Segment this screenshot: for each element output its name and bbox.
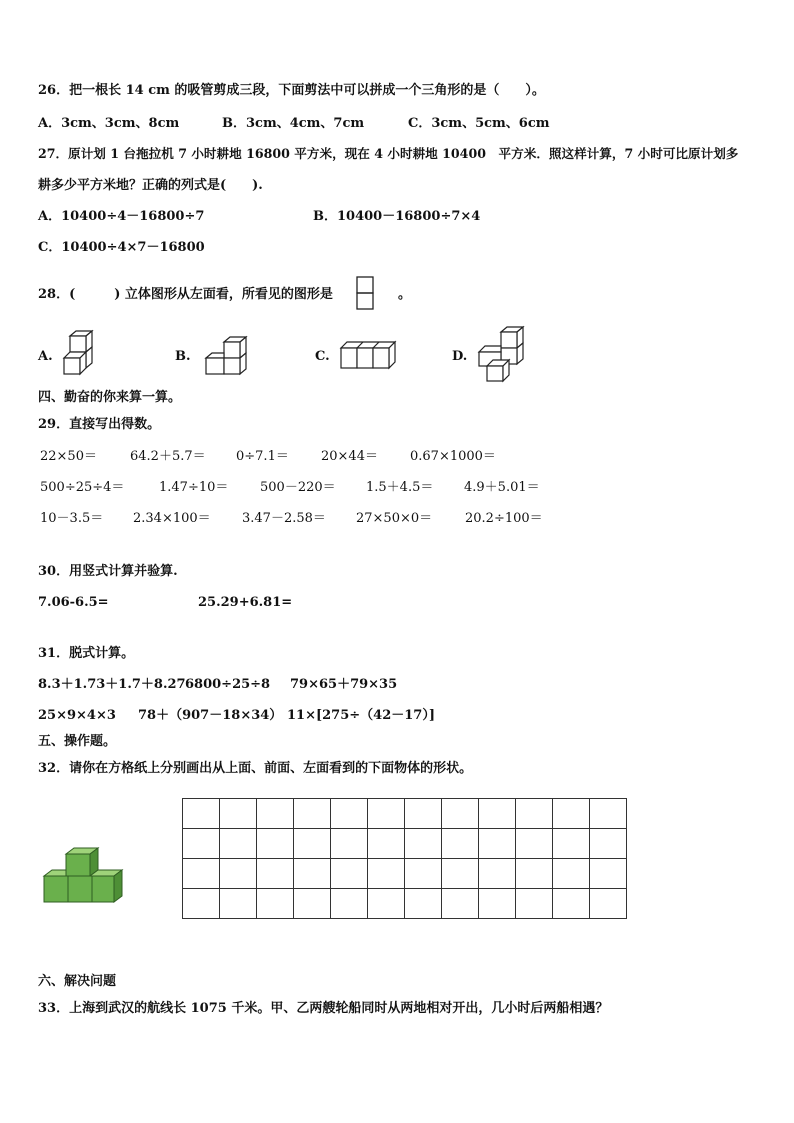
grid-cell[interactable] <box>516 889 553 919</box>
q31-stem: 31．脱式计算。 <box>38 646 135 661</box>
green-cubes-figure-icon <box>42 846 126 906</box>
q30-item-2: 25.29+6.81= <box>198 595 293 610</box>
q28-option-a-cubes-icon[interactable] <box>62 330 98 380</box>
grid-cell[interactable] <box>183 889 220 919</box>
q29-r2-c2: 1.47÷10＝ <box>159 480 229 495</box>
q31-expr-1: 8.3＋1.73＋1.7＋8.27 <box>38 677 186 692</box>
grid-cell[interactable] <box>294 799 331 829</box>
q27-option-c[interactable]: C．10400÷4×7－16800 <box>38 240 205 255</box>
q29-r3-c4: 27×50×0＝ <box>356 511 433 526</box>
q29-r3-c2: 2.34×100＝ <box>133 511 211 526</box>
q29-stem: 29．直接写出得数。 <box>38 417 161 432</box>
grid-row <box>183 829 627 859</box>
section4-title: 四、勤奋的你来算一算。 <box>38 390 182 405</box>
grid-cell[interactable] <box>331 889 368 919</box>
grid-cell[interactable] <box>220 829 257 859</box>
q31-expr-5: 78＋（907－18×34） <box>138 708 283 723</box>
grid-cell[interactable] <box>479 859 516 889</box>
q27-option-a[interactable]: A．10400÷4－16800÷7 <box>38 209 205 224</box>
q31-expr-2: 6800÷25÷8 <box>185 677 271 692</box>
q27-stem-line2: 耕多少平方米地？正确的列式是( ). <box>38 178 263 193</box>
grid-cell[interactable] <box>294 889 331 919</box>
grid-cell[interactable] <box>590 829 627 859</box>
q30-item-1: 7.06-6.5= <box>38 595 109 610</box>
grid-cell[interactable] <box>294 859 331 889</box>
q27-stem-line1: 27．原计划 1 台拖拉机 7 小时耕地 16800 平方米，现在 4 小时耕地 10400 平方米．照这样计算，7 小时可比原计划多 <box>38 146 739 161</box>
q26-option-c[interactable]: C．3cm、5cm、6cm <box>408 116 550 131</box>
grid-cell[interactable] <box>183 799 220 829</box>
grid-row <box>183 889 627 919</box>
grid-cell[interactable] <box>405 889 442 919</box>
q28-stem-end: 。 <box>398 287 412 302</box>
q29-r2-c4: 1.5＋4.5＝ <box>366 480 434 495</box>
grid-cell[interactable] <box>590 799 627 829</box>
grid-cell[interactable] <box>257 799 294 829</box>
grid-cell[interactable] <box>553 859 590 889</box>
grid-cell[interactable] <box>331 799 368 829</box>
grid-cell[interactable] <box>442 859 479 889</box>
grid-cell[interactable] <box>590 889 627 919</box>
grid-cell[interactable] <box>257 829 294 859</box>
grid-row <box>183 799 627 829</box>
grid-cell[interactable] <box>405 799 442 829</box>
q28-option-b-label[interactable]: B. <box>175 349 191 364</box>
q32-stem: 32．请你在方格纸上分别画出从上面、前面、左面看到的下面物体的形状。 <box>38 761 473 776</box>
grid-cell[interactable] <box>368 889 405 919</box>
section5-title: 五、操作题。 <box>38 734 117 749</box>
q28-option-d-cubes-icon[interactable] <box>475 326 527 384</box>
q29-r1-c5: 0.67×1000＝ <box>410 449 496 464</box>
q26-stem: 26．把一根长 14 cm 的吸管剪成三段，下面剪法中可以拼成一个三角形的是（ ）。 <box>38 83 545 98</box>
q29-r2-c3: 500－220＝ <box>260 480 336 495</box>
q29-r1-c2: 64.2＋5.7＝ <box>130 449 206 464</box>
grid-cell[interactable] <box>516 859 553 889</box>
grid-cell[interactable] <box>479 889 516 919</box>
q31-expr-4: 25×9×4×3 <box>38 708 116 723</box>
q26-option-a[interactable]: A．3cm、3cm、8cm <box>38 116 180 131</box>
grid-cell[interactable] <box>183 859 220 889</box>
q29-r2-c1: 500÷25÷4＝ <box>40 480 125 495</box>
q31-expr-6: 11×[275÷（42－17）] <box>287 708 435 723</box>
grid-cell[interactable] <box>368 859 405 889</box>
q29-r3-c1: 10－3.5＝ <box>40 511 104 526</box>
grid-cell[interactable] <box>183 829 220 859</box>
q29-r3-c3: 3.47－2.58＝ <box>242 511 326 526</box>
q30-stem: 30．用竖式计算并验算. <box>38 564 178 579</box>
grid-cell[interactable] <box>590 859 627 889</box>
grid-cell[interactable] <box>405 859 442 889</box>
grid-cell[interactable] <box>553 799 590 829</box>
grid-cell[interactable] <box>220 859 257 889</box>
grid-row <box>183 859 627 889</box>
grid-cell[interactable] <box>220 889 257 919</box>
q29-r1-c4: 20×44＝ <box>321 449 378 464</box>
q29-r2-c5: 4.9＋5.01＝ <box>464 480 540 495</box>
grid-cell[interactable] <box>405 829 442 859</box>
q28-option-d-label[interactable]: D. <box>452 349 468 364</box>
grid-cell[interactable] <box>516 829 553 859</box>
grid-cell[interactable] <box>368 799 405 829</box>
q28-option-b-cubes-icon[interactable] <box>202 336 248 380</box>
q29-r1-c1: 22×50＝ <box>40 449 97 464</box>
grid-cell[interactable] <box>331 829 368 859</box>
grid-cell[interactable] <box>479 799 516 829</box>
q26-option-b[interactable]: B．3cm、4cm、7cm <box>222 116 365 131</box>
q28-stem: 28．( ) 立体图形从左面看，所看见的图形是 <box>38 287 333 302</box>
grid-cell[interactable] <box>368 829 405 859</box>
grid-cell[interactable] <box>331 859 368 889</box>
section6-title: 六、解决问题 <box>38 974 117 989</box>
q28-option-c-label[interactable]: C. <box>315 349 330 364</box>
grid-cell[interactable] <box>220 799 257 829</box>
q29-r1-c3: 0÷7.1＝ <box>236 449 289 464</box>
grid-cell[interactable] <box>442 889 479 919</box>
q33-stem: 33．上海到武汉的航线长 1075 千米。甲、乙两艘轮船同时从两地相对开出，几小时后两船相遇？ <box>38 1001 609 1016</box>
grid-cell[interactable] <box>553 889 590 919</box>
grid-paper[interactable] <box>182 798 627 919</box>
grid-cell[interactable] <box>479 829 516 859</box>
grid-cell[interactable] <box>553 829 590 859</box>
grid-cell[interactable] <box>257 859 294 889</box>
grid-cell[interactable] <box>442 799 479 829</box>
q29-r3-c5: 20.2÷100＝ <box>465 511 543 526</box>
grid-cell[interactable] <box>516 799 553 829</box>
grid-cell[interactable] <box>294 829 331 859</box>
q27-option-b[interactable]: B．10400－16800÷7×4 <box>313 209 481 224</box>
grid-cell[interactable] <box>257 889 294 919</box>
q31-expr-3: 79×65＋79×35 <box>290 677 398 692</box>
left-view-shape-icon <box>356 276 376 312</box>
grid-cell[interactable] <box>442 829 479 859</box>
q28-option-a-label[interactable]: A. <box>38 349 53 364</box>
q28-option-c-cubes-icon[interactable] <box>339 340 401 372</box>
